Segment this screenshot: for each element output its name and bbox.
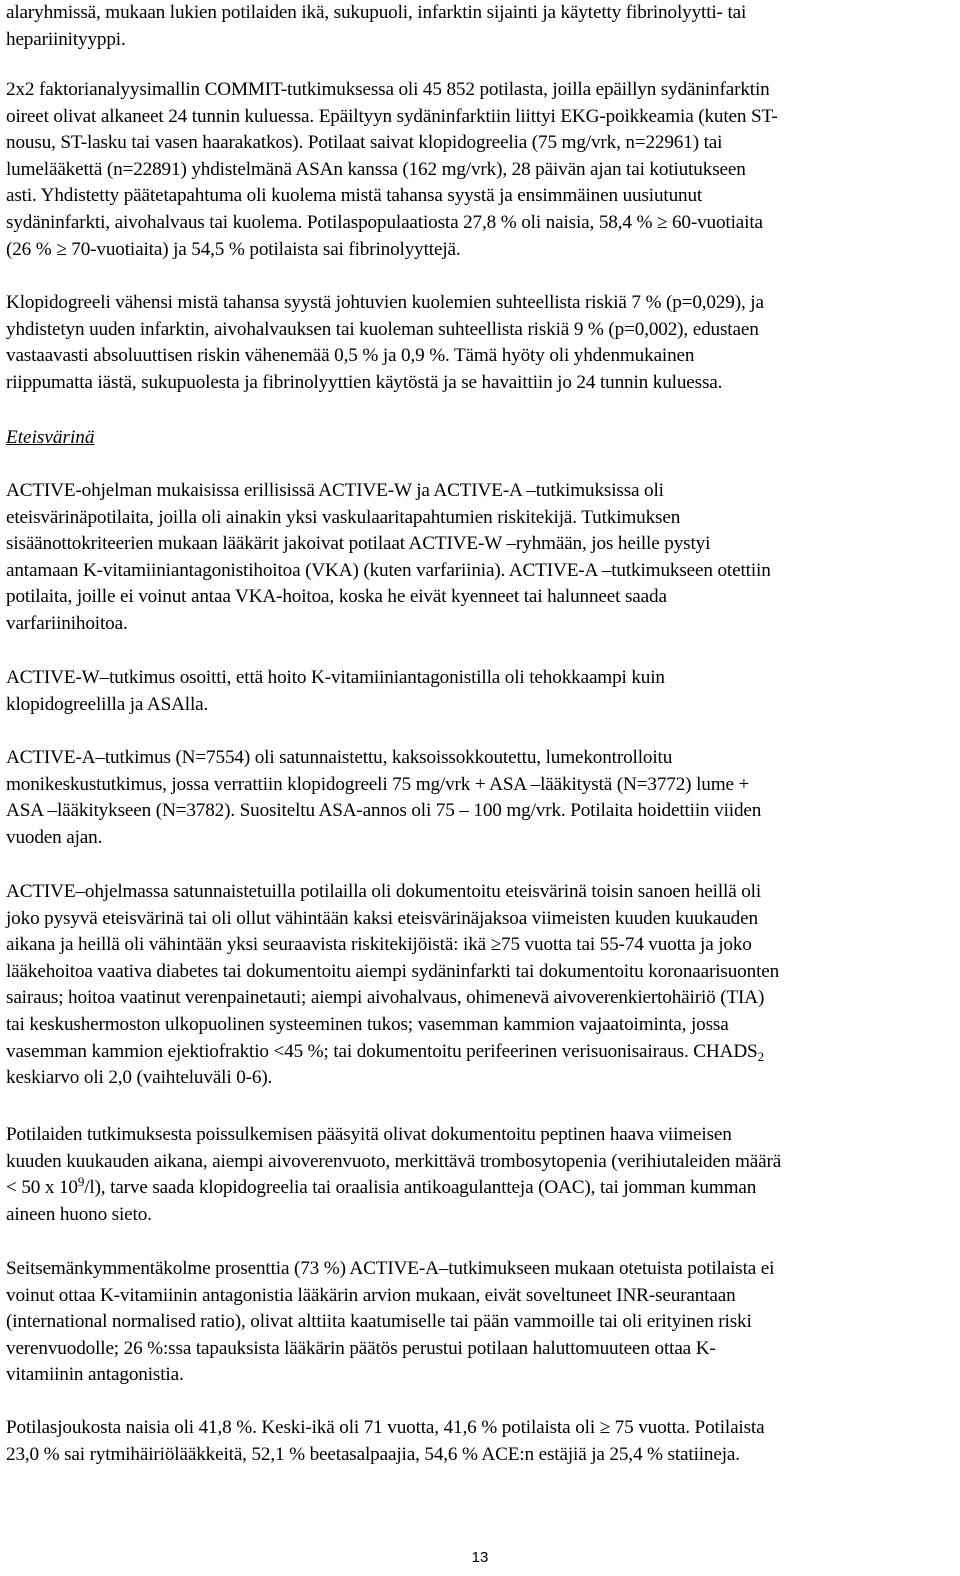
text-line: vasemman kammion ejektiofraktio <45 %; tai dokumentoitu perifeerinen verisuonisairaus. $CHADS_2$ xyxy=(6,1040,764,1064)
chads-subscript: 2 xyxy=(757,1048,764,1064)
text-line: (26 % ≥ 70-vuotiaita) ja 54,5 % potilaista sai fibrinolyyttejä. xyxy=(6,238,461,260)
text-line: nousu, ST-lasku tai vasen haarakatkos). Potilaat saivat klopidogreelia (75 mg/vrk, n=22961) tai xyxy=(6,132,723,154)
text-line: ACTIVE-W–tutkimus osoitti, että hoito K-vitamiiniantagonistilla oli tehokkaampi kuin xyxy=(6,667,665,688)
text-line: eteisvärinäpotilaita, joilla oli ainakin yksi vaskulaaritapahtumien riskitekijä. Tutkimuksen xyxy=(6,506,681,528)
text-line: antamaan K-vitamiiniantagonistihoitoa (VKA) (kuten varfariinia). ACTIVE-A –tutkimukseen otettiin xyxy=(6,559,771,581)
text-line: tai keskushermoston ulkopuolinen systeeminen tukos; vasemman kammion vajaatoiminta, jossa xyxy=(6,1013,729,1035)
paragraph-exclusion xyxy=(6,1122,958,1228)
text-line: vitamiinin antagonistia. xyxy=(6,1364,184,1386)
text-line: 23,0 % sai rytmihäiriölääkkeitä, 52,1 % beetasalpaajia, 54,6 % ACE:n estäjiä ja 25,4 % statiineja. xyxy=(6,1443,740,1465)
exponent-superscript: 9 xyxy=(77,1174,85,1190)
text-line: klopidogreelilla ja ASAlla. xyxy=(6,693,209,715)
paragraph-demographics xyxy=(6,1415,958,1468)
text-line: yhdistetyn uuden infarktin, aivohalvauksen tai kuoleman suhteellista riskiä 9 % (p=0,002), edustaen xyxy=(6,318,759,340)
text-line: vastaavasti absoluuttisen riskin vähenemää 0,5 % ja 0,9 %. Tämä hyöty oli yhdenmukainen xyxy=(6,345,695,367)
text-line: aineen huono sieto. xyxy=(6,1203,152,1225)
paragraph-active-inclusion xyxy=(6,879,958,1092)
text-line: (international normalised ratio), olivat alttiita kaatumiselle tai pään vammoille tai oli erityinen riski xyxy=(6,1311,752,1333)
text-line: keskiarvo oli 2,0 (vaihteluväli 0-6). xyxy=(6,1067,273,1089)
paragraph-active-a-design xyxy=(6,745,958,851)
paragraph-clopidogrel-results xyxy=(6,290,958,396)
text-line: Potilaiden tutkimuksesta poissulkemisen pääsyitä olivat dokumentoitu peptinen haava viimeisen xyxy=(6,1124,732,1145)
text-line: voinut ottaa K-vitamiinin antagonistia lääkärin arvion mukaan, eivät soveltuneet INR-seurantaan xyxy=(6,1284,736,1306)
text-line: lääkehoitoa vaativa diabetes tai dokumentoitu aiempi sydäninfarkti tai dokumentoitu koronaarisuonten xyxy=(6,960,780,982)
page-number: 13 xyxy=(471,1549,489,1566)
text-line: Potilasjoukosta naisia oli 41,8 %. Keski-ikä oli 71 vuotta, 41,6 % potilaista oli ≥ 75 vuotta. Potilaista xyxy=(6,1417,765,1438)
paragraph-vka-unsuitable xyxy=(6,1256,958,1389)
text-line: asti. Yhdistetty päätetapahtuma oli kuolema mistä tahansa syystä ja ensimmäinen uusiutunut xyxy=(6,185,703,207)
paragraph-active-w xyxy=(6,665,958,718)
text-line: ACTIVE-A–tutkimus (N=7554) oli satunnaistettu, kaksoissokkoutettu, lumekontrolloitu xyxy=(6,747,673,768)
text-line: sisäänottokriteerien mukaan lääkärit jakoivat potilaat ACTIVE-W –ryhmään, jos heille pystyi xyxy=(6,533,711,555)
text-line: oireet olivat alkaneet 24 tunnin kuluessa. Epäiltyyn sydäninfarktiin liittyi EKG-poikkeamia (kuten ST- xyxy=(6,105,778,127)
text-line: potilaita, joille ei voinut antaa VKA-hoitoa, koska he eivät kyenneet tai halunneet saada xyxy=(6,586,667,608)
text-line: kuuden kuukauden aikana, aiempi aivoverenvuoto, merkittävä trombosytopenia (verihiutaleiden määrä xyxy=(6,1150,782,1172)
text-line: alaryhmissä, mukaan lukien potilaiden ikä, sukupuoli, infarktin sijainti ja käytetty fibrinolyytti- tai xyxy=(6,2,747,23)
section-heading-eteisvarina: Eteisvärinä xyxy=(6,427,95,448)
text-line: < 50 x $10^9/l$), tarve saada klopidogreelia tai oraalisia antikoagulantteja (OAC), tai jomman kumman xyxy=(6,1174,757,1199)
paragraph-commit xyxy=(6,77,958,263)
text-line: monikeskustutkimus, jossa verrattiin klopidogreeli 75 mg/vrk + ASA –lääkitystä (N=3772) lume + xyxy=(6,773,750,795)
text-line: 2x2 faktorianalyysimallin COMMIT-tutkimuksessa oli 45 852 potilasta, joilla epäillyn sydäninfarktin xyxy=(6,79,770,100)
text-line: aikana ja heillä oli vähintään yksi seuraavista riskitekijöistä: ikä ≥75 vuotta tai 55-74 vuotta ja joko xyxy=(6,934,752,956)
text-line: joko pysyvä eteisvärinä tai oli ollut vähintään kaksi eteisvärinäjaksoa viimeisten kuuden kuukauden xyxy=(6,907,758,929)
text-line: Klopidogreeli vähensi mistä tahansa syystä johtuvien kuolemien suhteellista riskiä 7 % (p=0,029), ja xyxy=(6,292,764,313)
paragraph-active-program xyxy=(6,478,958,638)
text-line: sydäninfarkti, aivohalvaus tai kuolema. Potilaspopulaatiosta 27,8 % oli naisia, 58,4 % ≥ 60-vuotiaita xyxy=(6,211,763,233)
text-line: ASA –lääkitykseen (N=3782). Suositeltu ASA-annos oli 75 – 100 mg/vrk. Potilaita hoidettiin viiden xyxy=(6,800,762,822)
text-line: ACTIVE–ohjelmassa satunnaistetuilla potilailla oli dokumentoitu eteisvärinä toisin sanoen heillä oli xyxy=(6,881,762,902)
text-line: vuoden ajan. xyxy=(6,826,103,848)
text-line: Seitsemänkymmentäkolme prosenttia (73 %) ACTIVE-A–tutkimukseen mukaan otetuista potilaista ei xyxy=(6,1258,775,1279)
text-line: varfariinihoitoa. xyxy=(6,612,128,634)
text-line: hepariinityyppi. xyxy=(6,28,126,50)
text-line: riippumatta iästä, sukupuolesta ja fibrinolyyttien käytöstä ja se havaittiin jo 24 tunnin kuluessa. xyxy=(6,371,723,393)
text-line: sairaus; hoitoa vaatinut verenpainetauti; aiempi aivohalvaus, ohimenevä aivoverenkiertohäiriö (TIA) xyxy=(6,987,765,1009)
text-line: lumelääkettä (n=22891) yhdistelmänä ASAn kanssa (162 mg/vrk), 28 päivän ajan tai kotiutukseen xyxy=(6,158,746,180)
paragraph-intro xyxy=(6,0,958,53)
text-line: ACTIVE-ohjelman mukaisissa erillisissä ACTIVE-W ja ACTIVE-A –tutkimuksissa oli xyxy=(6,480,664,501)
text-line: verenvuodolle; 26 %:ssa tapauksista lääkärin päätös perustui potilaan haluttomuuteen ottaa K- xyxy=(6,1337,716,1359)
